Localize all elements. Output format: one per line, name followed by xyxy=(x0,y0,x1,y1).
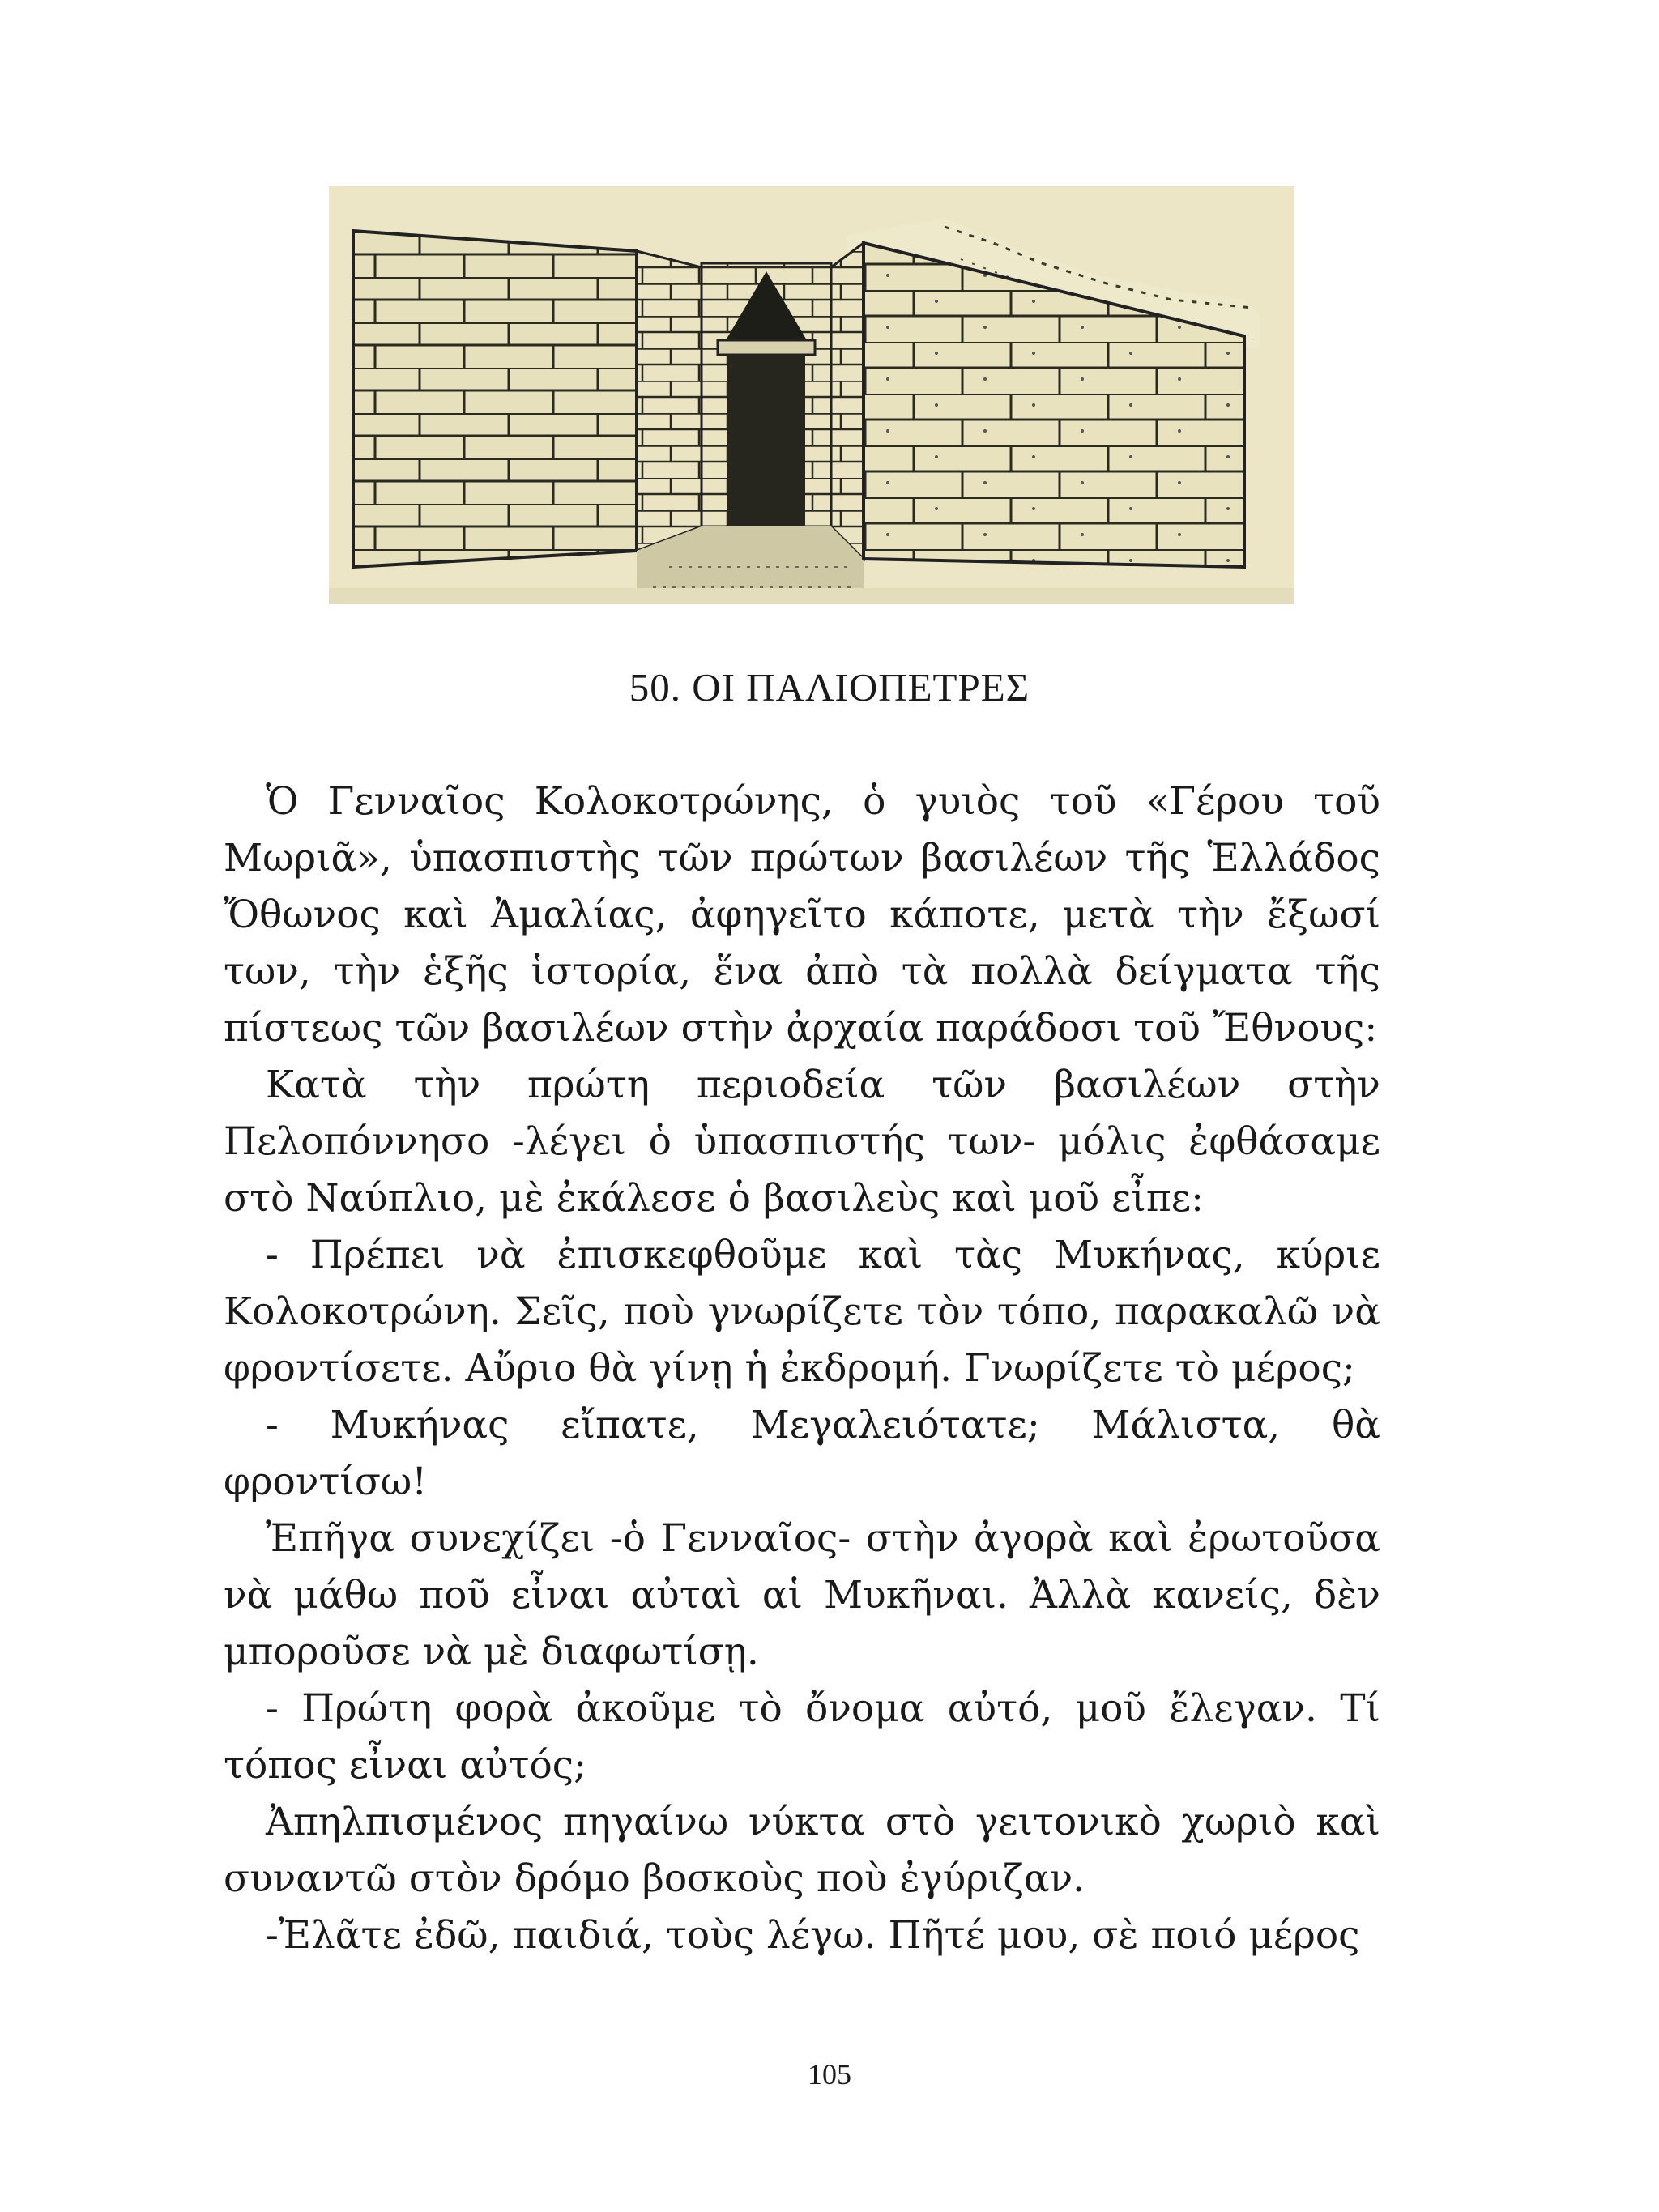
chapter-title: 50. ΟΙ ΠΑΛΙΟΠΕΤΡΕΣ xyxy=(629,665,1030,710)
paragraph: Ἀπηλπισμένος πηγαίνω νύκτα στὸ γειτονικὸ χωριὸ καὶ συναντῶ στὸν δρόμο βοσκοὺς ποὺ ἐγύριζαν. xyxy=(224,1800,1380,1901)
paragraph: - Πρέπει νὰ ἐπισκεφθοῦμε καὶ τὰς Μυκήνας, κύριε Κολοκοτρώνη. Σεῖς, ποὺ γνωρίζετε τὸν τόπο, παρακαλῶ νὰ φροντίσετε. Αὔριο θὰ γίνῃ ἡ ἐκδρομή. Γνωρίζετε τὸ μέρος; xyxy=(224,1233,1380,1391)
tomb-entrance-illustration xyxy=(329,186,1294,604)
paragraph: - Πρώτη φορὰ ἀκοῦμε τὸ ὄνομα αὐτό, μοῦ ἔλεγαν. Τί τόπος εἶναι αὐτός; xyxy=(224,1686,1380,1788)
paragraph: -Ἐλᾶτε ἐδῶ, παιδιά, τοὺς λέγω. Πῆτέ μου, σὲ ποιό μέρος xyxy=(266,1913,1360,1958)
page-number: 105 xyxy=(808,2058,851,2091)
paragraph: - Μυκήνας εἴπατε, Μεγαλειότατε; Μάλιστα, θὰ φροντίσω! xyxy=(224,1403,1380,1504)
paragraph: Ἐπῆγα συνεχίζει -ὁ Γενναῖος- στὴν ἀγορὰ καὶ ἐρωτοῦσα νὰ μάθω ποῦ εἶναι αὐταὶ αἱ Μυκῆναι. Ἀλλὰ κανείς, δὲν μποροῦσε νὰ μὲ διαφωτίσῃ. xyxy=(224,1516,1380,1674)
paragraph: Ὁ Γενναῖος Κολοκοτρώνης, ὁ γυιὸς τοῦ «Γέρου τοῦ Μωριᾶ», ὑπασπιστὴς τῶν πρώτων βασιλέων τῆς Ἑλλάδος Ὄθωνος καὶ Ἀμαλίας, ἀφηγεῖτο κάποτε, μετὰ τὴν ἔξωσί των, τὴν ἑξῆς ἱστορία, ἕνα ἀπὸ τὰ πολλὰ δείγματα τῆς πίστεως τῶν βασιλέων στὴν ἀρχαία παράδοσι τοῦ Ἔθνους: xyxy=(224,779,1380,1051)
stone-wall-drawing xyxy=(329,186,1294,604)
body-text xyxy=(224,774,1380,1964)
paragraph: Κατὰ τὴν πρώτη περιοδεία τῶν βασιλέων στὴν Πελοπόννησο -λέγει ὁ ὑπασπιστής των- μόλις ἐφθάσαμε στὸ Ναύπλιο, μὲ ἐκάλεσε ὁ βασιλεὺς καὶ μοῦ εἶπε: xyxy=(224,1063,1380,1221)
